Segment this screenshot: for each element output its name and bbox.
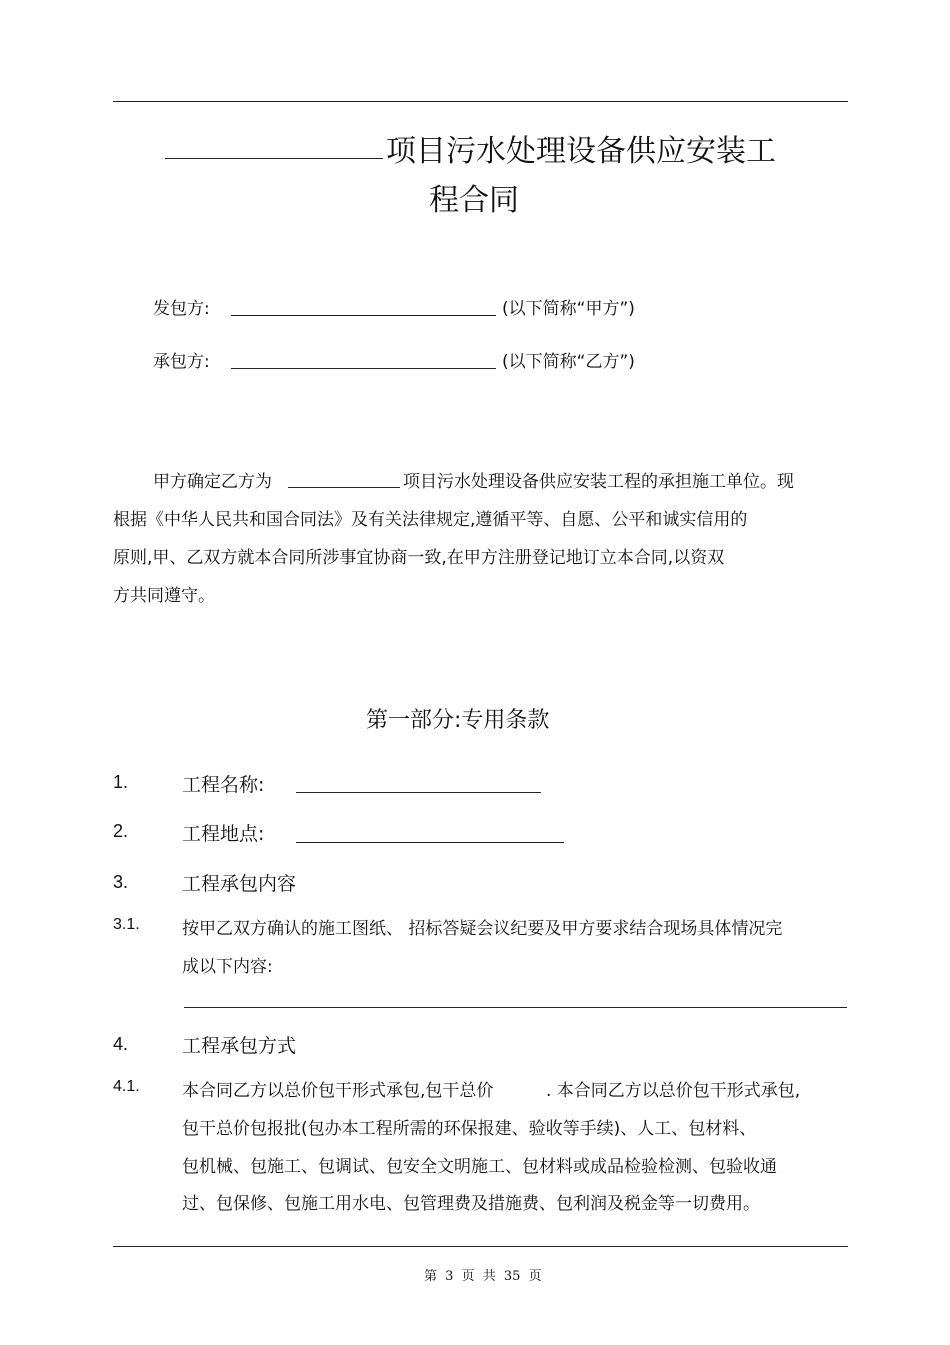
contractor-label: 承包方: [153,352,210,372]
footer-rule [113,1246,848,1247]
client-note: (以下简称“甲方”) [502,299,635,319]
scope-content-blank [184,1007,847,1008]
item-label-contract-method: 工程承包方式 [182,1035,297,1057]
preamble-line1-start: 甲方确定乙方为 [153,472,272,492]
item-number: 4. [113,1034,129,1054]
project-name-field-blank [296,792,541,793]
preamble-line4: 方共同遵守。 [113,586,215,606]
page-counter [424,1265,542,1284]
current-page-number: 3 [445,1269,454,1284]
preamble-line2: 根据《中华人民共和国合同法》及有关法律规定,遵循平等、自愿、公平和诚实信用的 [113,510,748,530]
item-number: 2. [113,821,129,841]
preamble-project-blank [288,487,400,488]
contractor-name-blank [231,368,496,369]
contract-title-line1: 项目污水处理设备供应安装工 [386,134,776,169]
client-name-blank [231,315,496,316]
subitem-4-1-line1-end: . 本合同乙方以总价包干形式承包, [546,1081,801,1101]
client-label: 发包方: [153,299,210,319]
subitem-4-1-line2: 包干总价包报批(包办本工程所需的环保报建、验收等手续)、人工、包材料、 [182,1119,757,1139]
item-label-scope: 工程承包内容 [182,873,297,895]
item-label-project-location: 工程地点: [182,823,265,845]
page-word-di: 第 [424,1269,438,1284]
section-heading: 第一部分:专用条款 [366,708,550,733]
project-name-blank [165,158,383,159]
page-word-gong: 共 [482,1269,496,1284]
subitem-4-1-line4: 过、包保修、包施工用水电、包管理费及措施费、包利润及税金等一切费用。 [182,1194,760,1214]
page-word-ye: 页 [461,1269,475,1284]
subitem-number: 4.1. [113,1078,140,1095]
subitem-4-1-line1-start: 本合同乙方以总价包干形式承包,包干总价 [182,1081,494,1101]
project-location-field-blank [296,842,564,843]
contract-title-line2: 程合同 [429,183,519,218]
subitem-3-1-line2: 成以下内容: [182,957,273,977]
item-number: 3. [113,872,129,892]
preamble-line1-end: 项目污水处理设备供应安装工程的承担施工单位。现 [403,472,794,492]
subitem-number: 3.1. [113,916,140,933]
subitem-3-1-line1: 按甲乙双方确认的施工图纸、 招标答疑会议纪要及甲方要求结合现场具体情况完 [182,919,783,939]
item-number: 1. [113,772,129,792]
contractor-note: (以下简称“乙方”) [502,352,635,372]
header-rule [113,101,848,102]
item-label-project-name: 工程名称: [182,774,265,796]
page-word-ye-end: 页 [528,1269,542,1284]
preamble-line3: 原则,甲、乙双方就本合同所涉事宜协商一致,在甲方注册登记地订立本合同,以资双 [113,548,725,568]
total-pages-number: 35 [503,1269,521,1284]
subitem-4-1-line3: 包机械、包施工、包调试、包安全文明施工、包材料或成品检验检测、包验收通 [182,1157,777,1177]
